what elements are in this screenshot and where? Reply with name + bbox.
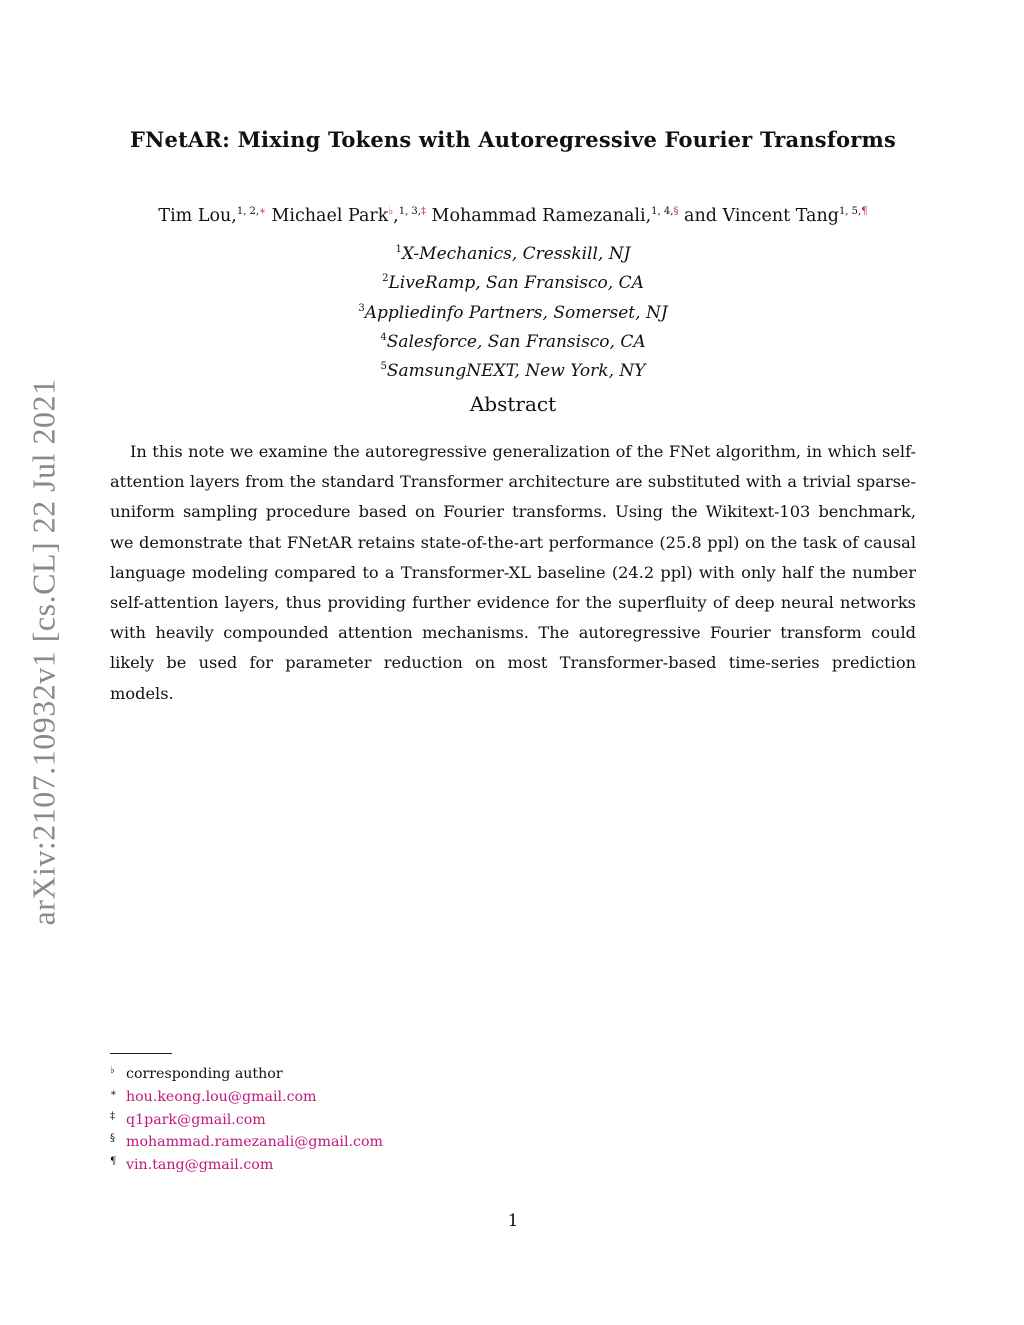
author-name: Michael Park — [271, 206, 389, 226]
author-footnote-mark[interactable]: ¶ — [861, 206, 868, 217]
footnote-item: § mohammad.ramezanali@gmail.com — [110, 1133, 383, 1151]
affiliation-item — [110, 328, 916, 357]
author-list — [110, 206, 916, 226]
email-link[interactable]: mohammad.ramezanali@gmail.com — [126, 1134, 383, 1151]
author-affil-ref: 1, 4, — [651, 206, 674, 217]
author-affil-ref: 1, 5, — [838, 206, 862, 217]
paper-title: FNetAR: Mixing Tokens with Autoregressive Fourier Transforms — [130, 127, 896, 152]
affiliation-list — [110, 240, 916, 386]
affiliation-number: 3 — [358, 302, 365, 314]
author-affil-ref: 1, 2, — [236, 206, 260, 217]
footnote-divider — [110, 1053, 172, 1054]
author-footnote-mark[interactable]: § — [673, 206, 679, 217]
author-affil-ref: 1, 3, — [398, 206, 421, 217]
author-footnote-mark[interactable]: ‡ — [420, 206, 426, 217]
affiliation-text: Salesforce, San Fransisco, CA — [386, 331, 646, 352]
affiliation-number: 1 — [395, 244, 402, 255]
email-link[interactable]: q1park@gmail.com — [126, 1111, 266, 1128]
footnote-item: ‡ q1park@gmail.com — [110, 1110, 266, 1128]
author-footnote-mark[interactable]: ∗ — [259, 206, 266, 217]
footnote-list — [110, 1063, 710, 1177]
footnote-text: corresponding author — [126, 1066, 283, 1082]
author-name: Mohammad Ramezanali, — [431, 206, 652, 226]
affiliation-number: 2 — [382, 273, 389, 285]
footnote-item: ♭ corresponding author — [110, 1065, 283, 1082]
affiliation-text: X-Mechanics, Cresskill, NJ — [401, 244, 631, 264]
author-name: and Vincent Tang — [684, 206, 839, 226]
affiliation-item — [110, 240, 916, 269]
affiliation-text: SamsungNEXT, New York, NY — [386, 361, 646, 382]
footnote-item: ∗ hou.keong.lou@gmail.com — [110, 1087, 317, 1105]
affiliation-text: Appliedinfo Partners, Somerset, NJ — [364, 302, 668, 323]
email-link[interactable]: vin.tang@gmail.com — [126, 1157, 274, 1174]
affiliation-text: LiveRamp, San Fransisco, CA — [388, 273, 644, 294]
email-link[interactable]: hou.keong.lou@gmail.com — [126, 1088, 317, 1105]
abstract-body: In this note we examine the autoregressive generalization of the FNet algorithm, in which self-attention layers from the standard Transformer architecture are substituted with a trivial sparse-uniform sampling procedure based on Fourier transforms. Using the Wikitext-103 benchmark, we demonstrate that FNetAR retains state-of-the-art performance (25.8 ppl) on the task of causal language modeling compared to a Transformer-XL baseline (24.2 ppl) with only half the number self-attention layers, thus providing further evidence for the superfluity of deep neural networks with heavily compounded attention mechanisms. The autoregressive Fourier transform could likely be used for parameter reduction on most Transformer-based time-series prediction models. — [110, 442, 916, 703]
affiliation-item — [110, 269, 916, 298]
affiliation-number: 5 — [380, 361, 387, 373]
affiliation-item — [110, 299, 916, 328]
affiliation-item — [110, 357, 916, 386]
affiliation-number: 4 — [380, 331, 387, 343]
arxiv-stamp: arXiv:2107.10932v1 [cs.CL] 22 Jul 2021 — [25, 378, 62, 926]
footnote-item: ¶ vin.tang@gmail.com — [110, 1156, 274, 1174]
author-separator: , — [393, 206, 399, 226]
author-name: Tim Lou, — [158, 206, 237, 226]
page-number: 1 — [507, 1211, 519, 1231]
author-footnote-mark[interactable]: ♭ — [388, 206, 394, 217]
abstract-heading: Abstract — [469, 392, 557, 416]
